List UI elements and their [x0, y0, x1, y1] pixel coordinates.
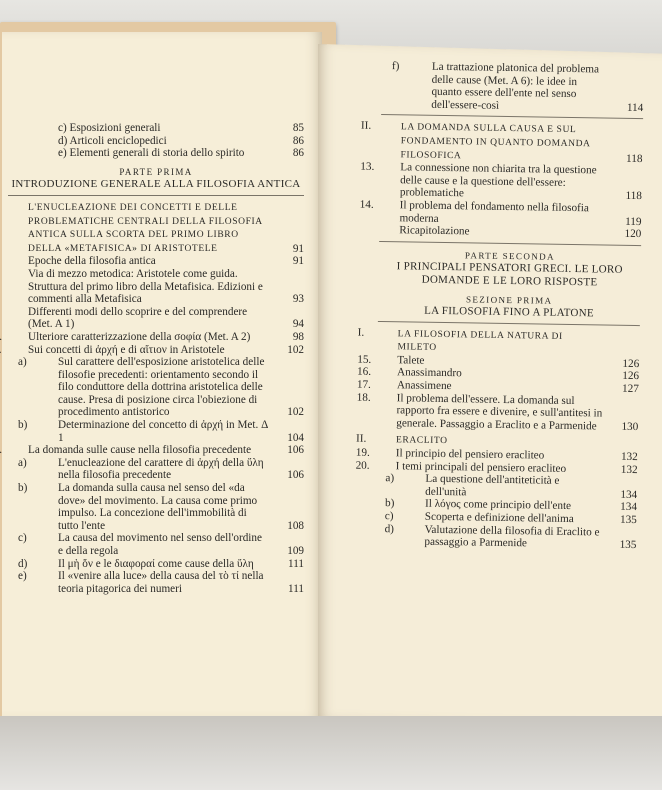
toc-entry: [8, 570, 304, 595]
toc-entry: [8, 135, 304, 148]
toc-entry-title: [381, 60, 644, 114]
toc-entry-text: Anassimene: [396, 379, 452, 393]
toc-entry-page: 126: [622, 370, 640, 383]
toc-entry: [8, 444, 304, 457]
left-page-contents: [8, 122, 304, 595]
toc-entry: [360, 160, 643, 203]
toc-entry-title: [8, 255, 304, 268]
toc-entry-page: 109: [287, 545, 304, 557]
toc-entry-title: [360, 120, 643, 165]
left-toc-list: [8, 201, 304, 595]
toc-entry: [374, 523, 636, 552]
toc-entry-number: II.: [355, 433, 367, 446]
toc-entry: [8, 331, 304, 344]
toc-entry-number: [8, 255, 28, 268]
toc-entry-title: [360, 160, 643, 203]
toc-entry-text: LA FILOSOFIA DELLA NATURA DI MILETO: [397, 328, 563, 354]
toc-entry-page: 91: [292, 242, 304, 255]
divider: [381, 114, 643, 119]
toc-entry-title: [8, 558, 304, 571]
toc-entry-number: f): [391, 60, 400, 73]
toc-entry-number: d): [18, 557, 28, 570]
toc-entry-title: [8, 331, 304, 344]
toc-entry-text: La domanda sulle cause nella filosofia precedente: [28, 444, 252, 457]
toc-entry-page: 86: [292, 147, 304, 160]
toc-entry: [8, 344, 304, 357]
toc-entry-text: La domanda sulla causa nel senso del «da dove» del movimento. La causa come primo impulso. La concezione dell'immobilità di tutto l'ente: [58, 482, 258, 532]
toc-entry-page: 111: [288, 582, 304, 595]
toc-entry-number: a): [18, 356, 27, 369]
toc-entry-title: [374, 523, 636, 552]
part-one-title: INTRODUZIONE GENERALE ALLA FILOSOFIA ANTICA: [11, 178, 301, 191]
toc-entry-page: 135: [619, 538, 637, 552]
toc-entry-title: [8, 135, 304, 148]
toc-entry-text: L'ENUCLEAZIONE DEI CONCETTI E DELLE PROBLEMATICHE CENTRALI DELLA FILOSOFIA ANTICA SULLA SCORTA DEL PRIMO LIBRO DELLA «METAFISICA» DI ARISTOTELE: [28, 202, 263, 254]
toc-entry-text: Valutazione della filosofia di Eraclito e passaggio a Parmenide: [424, 523, 600, 550]
toc-entry-title: [8, 532, 304, 557]
toc-entry-number: 18.: [356, 391, 371, 404]
toc-entry: [8, 419, 304, 444]
toc-entry: [8, 356, 304, 419]
toc-entry-title: [356, 391, 639, 434]
right-page-contents: [355, 60, 644, 552]
toc-entry: [8, 122, 304, 135]
part-one-label: PARTE PRIMA: [119, 166, 193, 177]
toc-entry-page: 134: [620, 501, 638, 514]
toc-entry-number: I.: [357, 326, 365, 339]
toc-entry-text: La trattazione platonica del problema delle cause (Met. A 6): le idee in quanto essere dell'ente nel senso dell'essere-così: [431, 60, 600, 112]
toc-entry-number: e): [18, 570, 27, 583]
divider: [378, 321, 640, 326]
toc-entry-number: 19.: [355, 446, 370, 459]
toc-entry-text: Ricapitolazione: [399, 224, 470, 238]
toc-entry-number: 15.: [357, 353, 372, 366]
toc-entry-title: [8, 122, 304, 135]
toc-entry-title: [8, 147, 304, 160]
toc-entry-title: [8, 356, 304, 419]
toc-entry-number: a): [385, 472, 395, 485]
toc-entry-number: [8, 344, 28, 357]
toc-entry-text: ERACLITO: [395, 435, 448, 447]
toc-entry-text: Talete: [397, 354, 425, 367]
toc-entry-number: b): [18, 482, 28, 495]
toc-entry-page: 134: [620, 488, 638, 501]
toc-entry-title: [8, 482, 304, 532]
toc-entry: [8, 532, 304, 557]
toc-entry-text: I temi principali del pensiero eracliteo: [395, 459, 567, 475]
divider: [379, 241, 641, 246]
toc-entry-page: 85: [292, 122, 304, 134]
toc-entry-number: II.: [360, 120, 372, 133]
toc-entry: [379, 224, 641, 241]
toc-entry-number: d): [384, 522, 395, 535]
toc-entry-number: [8, 306, 28, 319]
toc-entry-text: Il λόγος come principio dell'ente: [424, 498, 572, 513]
toc-entry-page: 130: [621, 420, 639, 433]
toc-entry-text: Via di mezzo metodica: Aristotele come guida. Struttura del primo libro della Metafisica. Edizioni e commenti alla Metafisica: [28, 267, 263, 306]
toc-entry: [356, 391, 639, 434]
toc-entry-text: Il «venire alla luce» della causa del τὸ τί nella teoria pitagorica dei numeri: [58, 570, 264, 595]
toc-entry-title: [8, 306, 304, 331]
toc-entry: [8, 482, 304, 532]
toc-entry-number: 13.: [360, 160, 375, 174]
toc-entry-page: 93: [292, 293, 304, 306]
toc-entry-number: a): [18, 456, 27, 469]
toc-entry: [381, 60, 644, 114]
toc-entry-number: [8, 444, 28, 457]
toc-entry-number: [8, 331, 28, 344]
toc-entry-title: [8, 344, 304, 357]
part-two-label: PARTE SECONDA: [464, 250, 556, 262]
toc-entry-title: [8, 444, 304, 457]
toc-entry-number: 14.: [359, 198, 374, 211]
toc-entry-number: c): [384, 510, 394, 523]
toc-entry-page: 104: [287, 431, 304, 444]
part-two-title: I PRINCIPALI PENSATORI GRECI. LE LORO DOMANDE E LE LORO RISPOSTE: [396, 260, 623, 289]
toc-entry-title: [379, 224, 641, 241]
toc-entry-page: 118: [625, 190, 642, 203]
toc-entry-page: 86: [292, 134, 304, 147]
toc-entry-text: Determinazione del concetto di ἀρχή in Met. Δ 1: [58, 419, 268, 444]
toc-entry: [8, 255, 304, 268]
toc-entry-text: Differenti modi dello scoprire e del comprendere (Met. A 1): [28, 305, 248, 331]
toc-entry-text: Il problema del fondamento nella filosofia moderna: [399, 199, 589, 225]
right-top-list: [381, 60, 644, 114]
toc-entry-number: [8, 201, 28, 214]
toc-entry: [8, 306, 304, 331]
toc-entry-page: 118: [626, 152, 643, 165]
toc-entry-text: Sul carattere dell'esposizione aristotelica delle filosofie precedenti: orientamento secondo il filo conduttore della dottrina aristotelica delle cause. Presa di posizione circa l'obiezione di procedimento antistorico: [58, 356, 265, 419]
left-intro-list: [8, 122, 304, 160]
section-one-label: SEZIONE PRIMA: [465, 293, 553, 306]
toc-entry-number: c): [18, 532, 27, 545]
toc-entry-page: 108: [287, 519, 304, 532]
toc-entry-title: [357, 326, 639, 358]
toc-entry-number: 20.: [355, 459, 370, 472]
table-surface: [0, 716, 662, 790]
toc-entry-text: Anassimandro: [396, 366, 462, 380]
toc-entry-text: e) Elementi generali di storia dello spirito: [58, 147, 245, 160]
toc-entry-text: LA DOMANDA SULLA CAUSA E SUL FONDAMENTO IN QUANTO DOMANDA FILOSOFICA: [400, 122, 591, 161]
toc-entry-page: 91: [292, 255, 304, 268]
toc-entry-page: 106: [287, 469, 304, 482]
toc-entry-title: [8, 570, 304, 595]
toc-entry-page: 127: [621, 382, 639, 396]
toc-entry: [8, 558, 304, 571]
toc-entry-page: 106: [287, 444, 304, 457]
toc-entry-text: La connessione non chiarita tra la questione delle cause e la questione dell'essere: problematiche: [399, 161, 597, 200]
toc-entry-title: [8, 268, 304, 306]
toc-entry-number: 16.: [357, 366, 372, 379]
toc-entry-page: 119: [625, 215, 642, 228]
toc-entry-page: 102: [287, 343, 304, 356]
toc-entry-page: 135: [619, 513, 637, 527]
toc-entry-number: 17.: [356, 378, 371, 391]
toc-entry-page: 111: [288, 557, 304, 570]
toc-entry-text: L'enucleazione del carattere di ἀρχή della ὕλη nella filosofia precedente: [58, 456, 264, 482]
toc-entry: [357, 326, 639, 358]
toc-entry-text: La causa del movimento nel senso dell'ordine e della regola: [58, 532, 262, 557]
toc-entry-text: Il μὴ ὄν e le διαφοραί come cause della ὕλη: [58, 557, 254, 570]
toc-entry-number: b): [384, 497, 395, 510]
toc-entry-number: b): [18, 419, 28, 432]
toc-entry-text: c) Esposizioni generali: [58, 122, 161, 134]
divider: [8, 195, 304, 196]
right-toc-list: [355, 326, 640, 552]
toc-entry-text: Scoperta e definizione dell'anima: [424, 510, 574, 526]
right-section-two-list: [359, 120, 643, 241]
toc-entry-text: Sui concetti di ἀρχή e di αἴτιον in Aristotele: [28, 343, 225, 356]
toc-entry-title: [8, 201, 304, 255]
toc-entry-page: 126: [622, 357, 640, 370]
toc-entry-page: 132: [620, 463, 638, 476]
toc-entry-text: La questione dell'antiteticità e dell'unità: [425, 472, 560, 499]
toc-entry-page: 102: [287, 406, 304, 419]
toc-entry-text: Il problema dell'essere. La domanda sul rapporto fra essere e divenire, e sull'antitesi in generale. Passaggio a Eraclito e a Parmenide: [396, 391, 603, 433]
toc-entry-text: Il principio del pensiero eracliteo: [395, 447, 545, 462]
toc-entry-text: d) Articoli enciclopedici: [58, 134, 167, 147]
toc-entry-page: 132: [620, 450, 638, 464]
toc-entry: [8, 457, 304, 482]
toc-entry: [8, 201, 304, 255]
toc-entry-page: 94: [292, 318, 304, 331]
toc-entry-title: [8, 419, 304, 444]
toc-entry-number: [8, 268, 28, 281]
toc-entry-text: Epoche della filosofia antica: [28, 255, 156, 268]
toc-entry: [360, 120, 643, 165]
toc-entry-text: Ulteriore caratterizzazione della σοφία (Met. A 2): [28, 330, 251, 343]
toc-entry-page: 114: [626, 101, 644, 114]
toc-entry: [8, 268, 304, 306]
section-one-title: LA FILOSOFIA FINO A PLATONE: [424, 304, 595, 320]
toc-entry-title: [8, 457, 304, 482]
toc-entry-page: 98: [292, 330, 304, 343]
toc-entry-page: 120: [624, 227, 642, 241]
toc-entry: [8, 147, 304, 160]
